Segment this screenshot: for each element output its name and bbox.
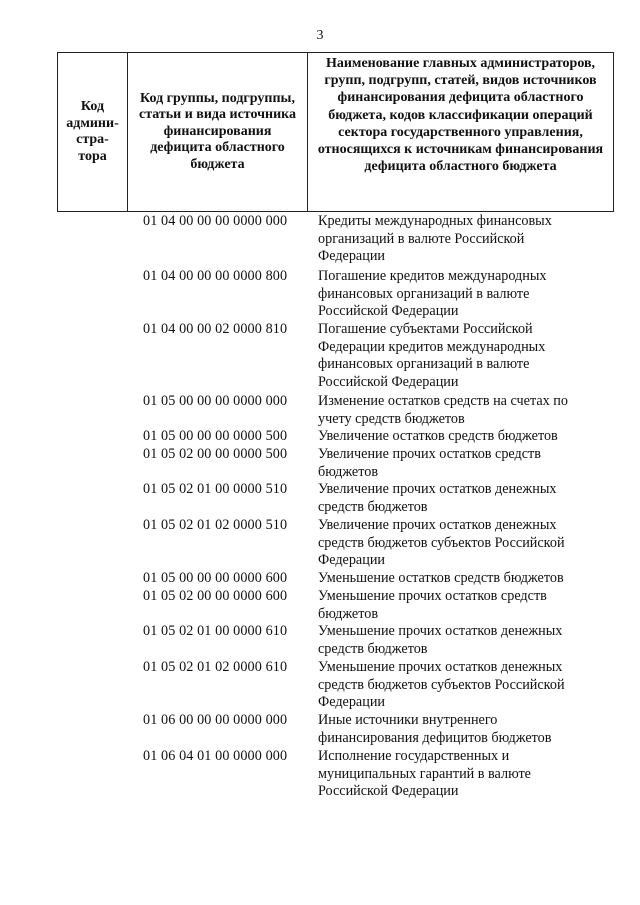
row-name: Погашение кредитов международных финансовых организаций в валюте Российской Федерации: [318, 268, 547, 319]
table-header: [57, 52, 614, 212]
header-admin-code: [58, 53, 128, 211]
row-code: 01 05 00 00 00 0000 500: [143, 428, 288, 444]
header-admin-code-line: тора: [78, 148, 107, 164]
header-admin-code-line: Код: [80, 99, 105, 114]
row-code: 01 05 02 00 00 0000 600: [143, 588, 288, 604]
row-name: Уменьшение прочих остатков средств бюджетов: [318, 588, 547, 622]
row-code: 01 05 00 00 00 0000 600: [143, 570, 288, 586]
row-name: Погашение субъектами Российской Федерации кредитов международных финансовых организаций в валюте Российской Федерации: [318, 321, 546, 390]
row-name: Увеличение прочих остатков денежных средств бюджетов субъектов Российской Федерации: [318, 517, 565, 568]
row-code: 01 05 02 01 02 0000 610: [143, 659, 288, 675]
row-name: Увеличение остатков средств бюджетов: [318, 428, 558, 444]
row-name: Иные источники внутреннего финансирования дефицитов бюджетов: [318, 712, 552, 746]
row-name: Исполнение государственных и муниципальных гарантий в валюте Российской Федерации: [318, 748, 531, 799]
header-name: Наименование главных администраторов, групп, подгрупп, статей, видов источников финансирования дефицита областного бюджета, кодов классификации операций сектора государственного управления, относящихся к источникам финансирования дефицита областного бюджета: [317, 56, 604, 175]
header-group-code: Код группы, подгруппы, статьи и вида источника финансирования дефицита областного бюджета: [128, 53, 308, 211]
row-code: 01 04 00 00 00 0000 800: [143, 268, 288, 284]
row-code: 01 05 02 00 00 0000 500: [143, 446, 288, 462]
page-number: 3: [316, 28, 324, 43]
row-code: 01 05 02 01 02 0000 510: [143, 517, 288, 533]
row-code: 01 06 04 01 00 0000 000: [143, 748, 288, 764]
row-name: Уменьшение остатков средств бюджетов: [318, 570, 564, 586]
row-code: 01 05 02 01 00 0000 610: [143, 623, 288, 639]
header-admin-code-line: стра-: [76, 132, 109, 147]
row-name: Увеличение прочих остатков денежных средств бюджетов: [318, 481, 557, 515]
row-name: Увеличение прочих остатков средств бюджетов: [318, 446, 541, 480]
row-code: 01 05 02 01 00 0000 510: [143, 481, 288, 497]
row-code: 01 04 00 00 00 0000 000: [143, 213, 288, 229]
header-admin-code-line: админи-: [66, 115, 119, 131]
row-name: Кредиты международных финансовых организаций в валюте Российской Федерации: [318, 213, 552, 264]
row-name: Уменьшение прочих остатков денежных средств бюджетов: [318, 623, 563, 657]
row-code: 01 04 00 00 02 0000 810: [143, 321, 288, 337]
row-code: 01 05 00 00 00 0000 000: [143, 393, 288, 409]
row-name: Изменение остатков средств на счетах по учету средств бюджетов: [318, 393, 568, 427]
row-code: 01 06 00 00 00 0000 000: [143, 712, 288, 728]
row-name: Уменьшение прочих остатков денежных средств бюджетов субъектов Российской Федерации: [318, 659, 565, 710]
